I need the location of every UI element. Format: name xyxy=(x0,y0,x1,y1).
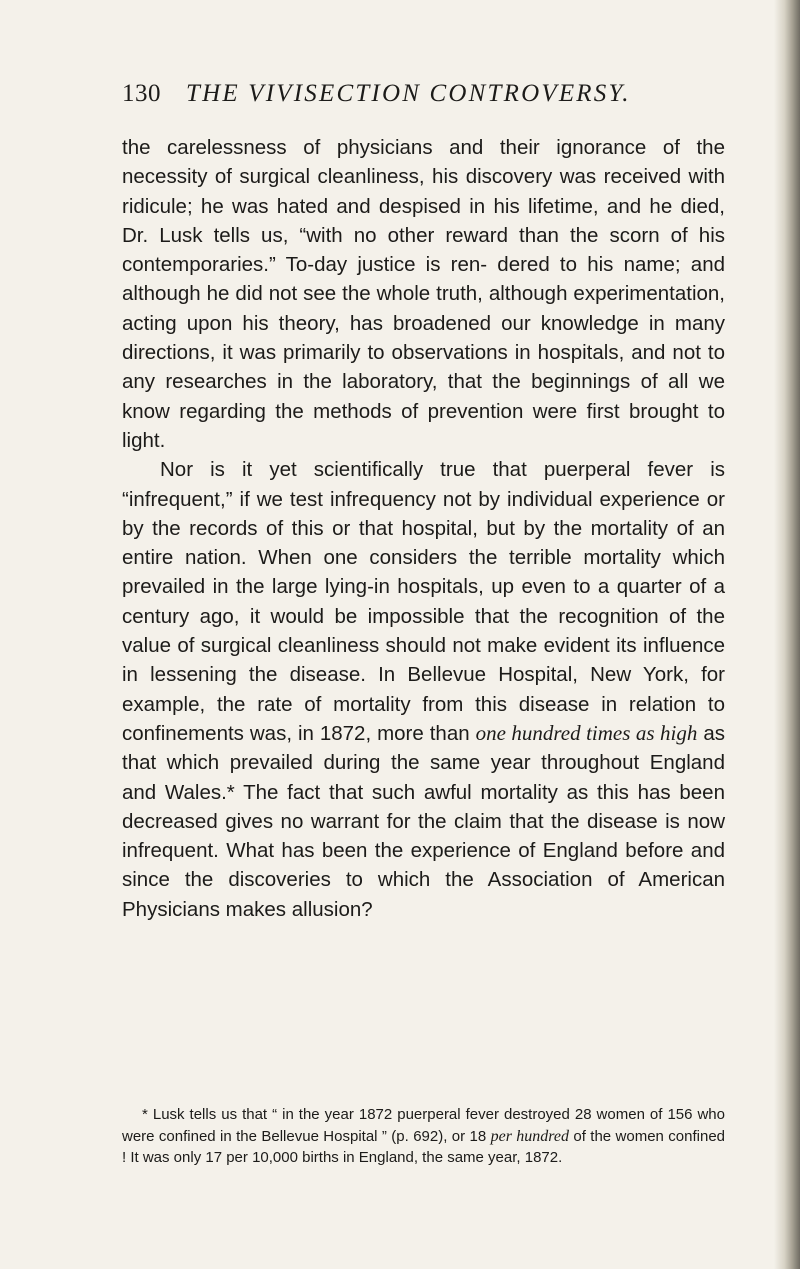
footnote-emphasis: per hundred xyxy=(490,1127,569,1145)
paragraph-2-emphasis: one hundred times as high xyxy=(475,720,698,745)
page-header xyxy=(122,78,732,118)
paragraph-2-text-b: as that which prevailed during the same year throughout England and Wales.* The fact that such awful mortality as this has been decreased gives no warrant for the claim that the disease is now infrequent. What has been the experience of England before and since the discoveries to which the Association of American Physicians makes allusion? xyxy=(122,721,725,921)
paragraph-2 xyxy=(122,455,725,924)
paragraph-1: the carelessness of physicians and their ignorance of the necessity of surgical cleanliness, his discovery was received with ridicule; he was hated and despised in his lifetime, and he died, Dr. Lusk tells us, “with no other reward than the scorn of his contemporaries.” To-day justice is ren- dered to his name; and although he did not see the whole truth, although experimentation, acting upon his theory, has broadened our knowledge in many directions, it was primarily to observations in hospitals, and not to any researches in the laboratory, that the beginnings of all we know regarding the methods of prevention were first brought to light. xyxy=(122,136,725,452)
page-edge-shadow xyxy=(774,0,800,1269)
paragraph-2-text-a: Nor is it yet scientifically true that puerperal fever is “infrequent,” if we test infrequency not by individual experience or by the records of this or that hospital, but by the mortality of an entire nation. When one considers the terrible mortality which prevailed in the large lying-in hospitals, up even to a quarter of a century ago, it would be impossible that the recognition of the value of surgical cleanliness should not make evident its influence in lessening the disease. In Bellevue Hospital, New York, for example, the rate of mortality from this disease in relation to confinements was, in 1872, more than xyxy=(122,458,725,745)
footnote xyxy=(122,1104,725,1169)
footnote-text-a: * Lusk tells us that “ in the year 1872 puerperal fever destroyed 28 women of 156 who were confined in the Bellevue Hospital ” (p. 692), or 18 xyxy=(122,1106,725,1145)
main-text xyxy=(122,133,725,924)
running-title: THE VIVISECTION CONTROVERSY. xyxy=(186,80,631,107)
footnote-text-b: of the women confined ! It was only 17 per 10,000 births in England, the same year, 1872. xyxy=(122,1127,725,1166)
page-number: 130 xyxy=(122,80,161,107)
